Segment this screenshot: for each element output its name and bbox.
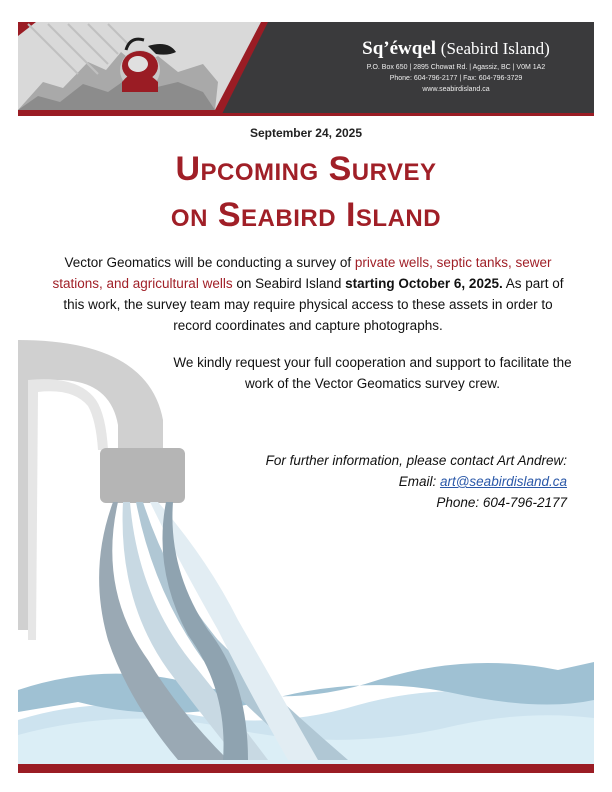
email-link[interactable]: art@seabirdisland.ca [439, 474, 567, 489]
request-paragraph: We kindly request your full cooperation and support to facilitate the work of the Vector Geomatics survey crew. [173, 355, 572, 391]
header-rule [18, 113, 594, 116]
water-tap-illustration [18, 340, 594, 768]
intro-paragraph: Vector Geomatics will be conducting a survey of private wells, septic tanks, sewer stations, and agricultural wells on Seabird Island starting October 6, 2025. As part of this work, the survey team may require physical access to these assets in order to record coordinates and capture photographs. [52, 255, 564, 333]
notice-date: September 24, 2025 [249, 126, 363, 140]
contact-intro: For further information, please contact Art Andrew: [265, 453, 567, 468]
contact-block [167, 450, 567, 513]
contact-phone: Phone: 604-796-2177 [436, 495, 567, 510]
title-line-2: on Seabird Island [170, 196, 442, 234]
org-phone: Phone: 604-796-2177 | Fax: 604-796-3729 [389, 75, 523, 82]
start-date-bold: starting October 6, 2025. [345, 276, 503, 291]
title-line-1: Upcoming Survey [175, 150, 437, 188]
page-title [0, 146, 612, 238]
footer-bar [18, 764, 594, 773]
org-name: Sq’éwqel (Seabird Island) [362, 38, 550, 59]
letterhead [18, 22, 594, 114]
asset-list-highlight: private wells, septic tanks, sewer stations, and agricultural wells [52, 255, 552, 291]
org-address: P.O. Box 650 | 2895 Chowat Rd. | Agassiz, BC | V0M 1A2 [366, 64, 546, 71]
org-info [318, 38, 594, 95]
org-website: www.seabirdisland.ca [422, 86, 490, 93]
contact-email-line: Email: art@seabirdisland.ca [398, 474, 567, 489]
